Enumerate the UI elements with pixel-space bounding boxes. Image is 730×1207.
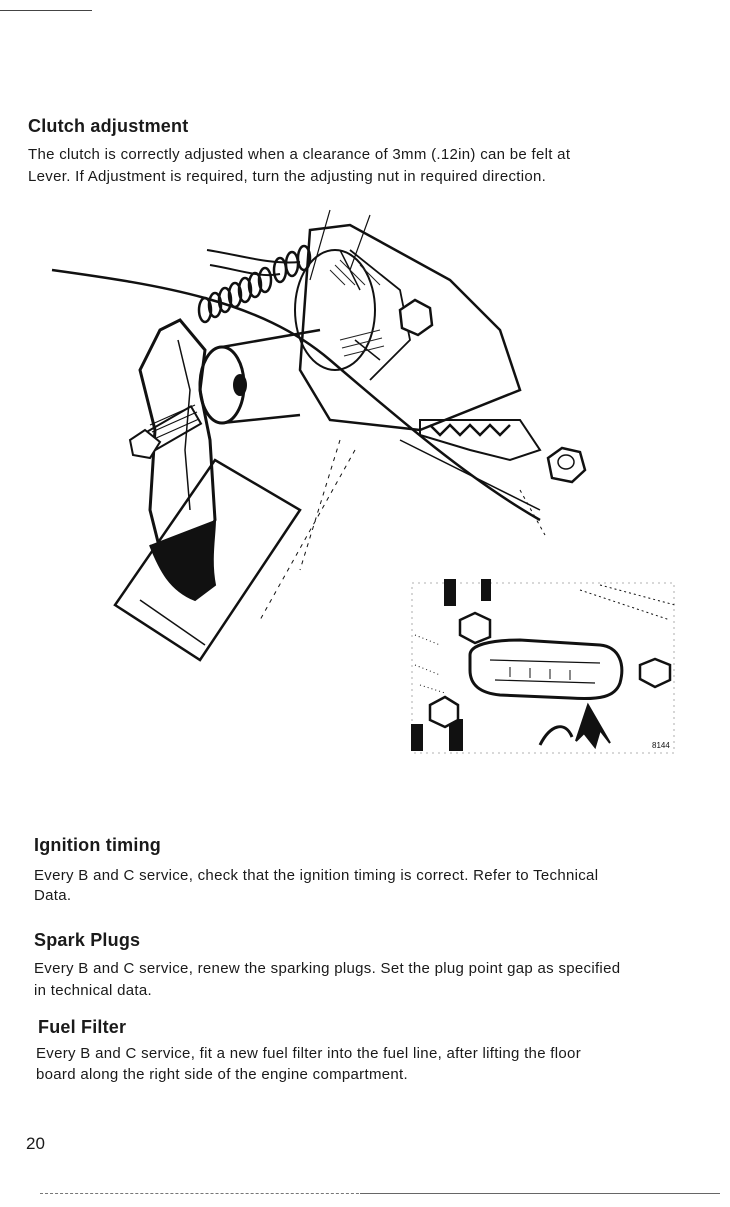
ignition-heading: Ignition timing	[34, 835, 161, 855]
top-rule	[0, 10, 92, 11]
fuel-filter-heading: Fuel Filter	[38, 1017, 127, 1037]
page-number: 20	[26, 1134, 45, 1153]
ignition-text-line-1: Every B and C service, check that the ignition timing is correct. Refer to Technical	[34, 867, 599, 884]
figure-code: 8144	[652, 741, 670, 750]
spark-plugs-text-line-1: Every B and C service, renew the sparking plugs. Set the plug point gap as specified	[34, 960, 621, 977]
fuel-filter-text-line-2: board along the right side of the engine compartment.	[36, 1066, 408, 1083]
spark-plugs-text-line-2: in technical data.	[34, 982, 152, 999]
bottom-rule	[360, 1193, 720, 1194]
inset-detail-illustration	[400, 575, 690, 755]
clutch-text-line-2: Lever. If Adjustment is required, turn the adjusting nut in required direction.	[28, 168, 547, 185]
clutch-text-line-1: The clutch is correctly adjusted when a clearance of 3mm (.12in) can be felt at	[28, 146, 571, 163]
fuel-filter-text-line-1: Every B and C service, fit a new fuel filter into the fuel line, after lifting the floor	[36, 1045, 581, 1062]
ignition-text-line-2: Data.	[34, 887, 72, 904]
spark-plugs-heading: Spark Plugs	[34, 930, 141, 950]
clutch-heading: Clutch adjustment	[28, 116, 189, 136]
